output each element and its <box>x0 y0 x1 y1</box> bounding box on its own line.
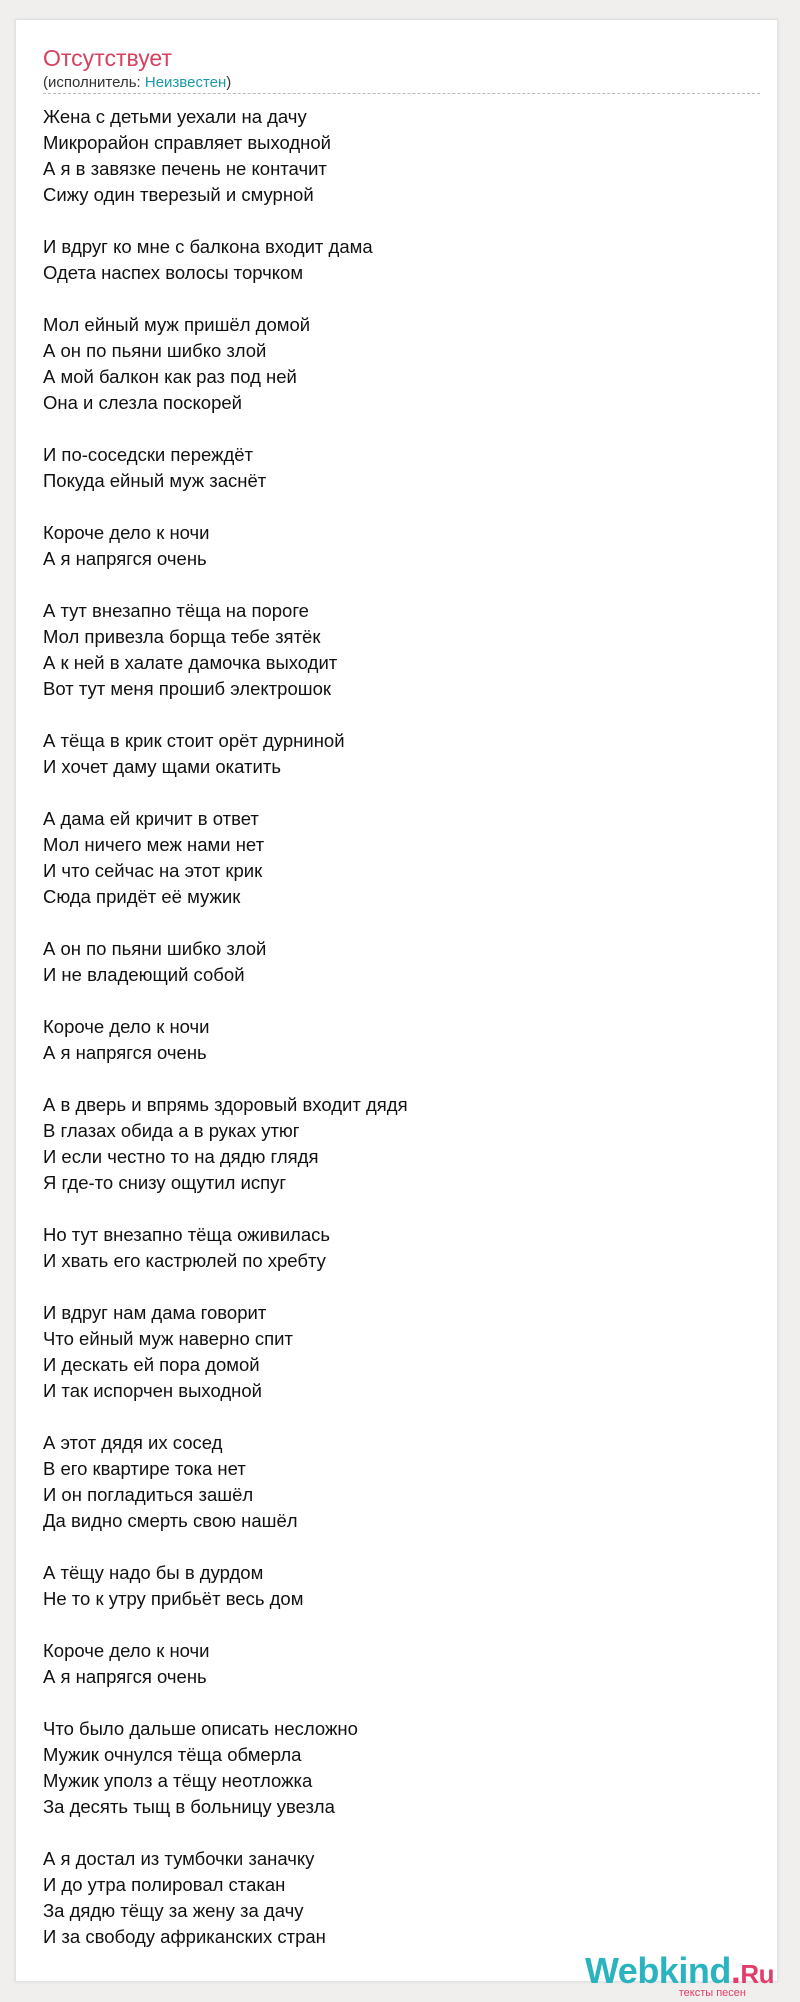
lyrics-line: А я напрягся очень <box>43 548 207 569</box>
lyrics-line: Да видно смерть свою нашёл <box>43 1510 298 1531</box>
lyrics-line: Покуда ейный муж заснёт <box>43 470 267 491</box>
webkind-logo[interactable] <box>584 1952 774 1998</box>
logo-tld: Ru <box>740 1959 774 1989</box>
lyrics-line: Короче дело к ночи <box>43 522 210 543</box>
lyrics-stanza <box>43 728 408 780</box>
lyrics-line: А тёща в крик стоит орёт дурниной <box>43 730 345 751</box>
lyrics-line: А я напрягся очень <box>43 1666 207 1687</box>
lyrics-line: А мой балкон как раз под ней <box>43 366 297 387</box>
artist-line <box>43 74 231 92</box>
lyrics-line: Что было дальше описать несложно <box>43 1718 358 1739</box>
lyrics-card <box>15 19 778 1999</box>
lyrics-line: Мужик очнулся тёща обмерла <box>43 1744 302 1765</box>
logo-name: Webkind <box>584 1950 731 1991</box>
lyrics-line: Короче дело к ночи <box>43 1016 210 1037</box>
lyrics-line: И до утра полировал стакан <box>43 1874 286 1895</box>
lyrics-line: И если честно то на дядю глядя <box>43 1146 319 1167</box>
lyrics-stanza <box>43 1638 408 1690</box>
lyrics-line: Что ейный муж наверно спит <box>43 1328 293 1349</box>
lyrics-line: Но тут внезапно тёща оживилась <box>43 1224 331 1245</box>
lyrics-line: И за свободу африканских стран <box>43 1926 326 1947</box>
lyrics-line: И он погладиться зашёл <box>43 1484 254 1505</box>
lyrics-line: А тут внезапно тёща на пороге <box>43 600 309 621</box>
lyrics-stanza <box>43 1222 408 1274</box>
lyrics-line: За дядю тёщу за жену за дачу <box>43 1900 304 1921</box>
lyrics-line: И вдруг нам дама говорит <box>43 1302 267 1323</box>
lyrics-stanza <box>43 1716 408 1820</box>
lyrics-line: Я где-то снизу ощутил испуг <box>43 1172 287 1193</box>
lyrics-line: А он по пьяни шибко злой <box>43 340 267 361</box>
lyrics-line: А я в завязке печень не контачит <box>43 158 327 179</box>
artist-suffix: ) <box>226 74 232 91</box>
artist-link[interactable]: Неизвестен <box>144 74 227 91</box>
lyrics-line: Жена с детьми уехали на дачу <box>43 106 307 127</box>
artist-prefix: (исполнитель: <box>43 74 145 91</box>
lyrics-line: Мол ничего меж нами нет <box>43 834 265 855</box>
lyrics-stanza <box>43 1014 408 1066</box>
lyrics-line: Мол привезла борща тебе зятёк <box>43 626 321 647</box>
song-title: Отсутствует <box>43 45 172 71</box>
lyrics-line: И так испорчен выходной <box>43 1380 262 1401</box>
lyrics-stanza <box>43 312 408 416</box>
lyrics-line: А этот дядя их сосед <box>43 1432 223 1453</box>
lyrics-line: И хвать его кастрюлей по хребту <box>43 1250 326 1271</box>
lyrics-line: А я достал из тумбочки заначку <box>43 1848 315 1869</box>
lyrics-stanza <box>43 520 408 572</box>
lyrics-stanza <box>43 234 408 286</box>
lyrics-line: И вдруг ко мне с балкона входит дама <box>43 236 373 257</box>
lyrics-line: А я напрягся очень <box>43 1042 207 1063</box>
lyrics-line: Одета наспех волосы торчком <box>43 262 304 283</box>
lyrics-line: А к ней в халате дамочка выходит <box>43 652 338 673</box>
lyrics-line: А дама ей кричит в ответ <box>43 808 259 829</box>
logo-tagline: тексты песен <box>678 1987 746 1999</box>
lyrics-line: А тёщу надо бы в дурдом <box>43 1562 264 1583</box>
lyrics-stanza <box>43 104 408 208</box>
lyrics-line: Короче дело к ночи <box>43 1640 210 1661</box>
lyrics-line: И дескать ей пора домой <box>43 1354 260 1375</box>
lyrics-line: В его квартире тока нет <box>43 1458 246 1479</box>
title-divider <box>43 93 760 94</box>
lyrics-line: И что сейчас на этот крик <box>43 860 263 881</box>
lyrics-line: Она и слезла поскорей <box>43 392 242 413</box>
lyrics-stanza <box>43 1092 408 1196</box>
logo-dot: . <box>730 1950 741 1991</box>
lyrics-line: Мол ейный муж пришёл домой <box>43 314 311 335</box>
lyrics-stanza <box>43 442 408 494</box>
lyrics-line: Не то к утру прибьёт весь дом <box>43 1588 304 1609</box>
lyrics-stanza <box>43 806 408 910</box>
lyrics-line: Сижу один тверезый и смурной <box>43 184 314 205</box>
lyrics-line: Микрорайон справляет выходной <box>43 132 332 153</box>
lyrics-line: Сюда придёт её мужик <box>43 886 241 907</box>
lyrics-stanza <box>43 1560 408 1612</box>
lyrics-line: В глазах обида а в руках утюг <box>43 1120 300 1141</box>
lyrics-text <box>43 104 408 1976</box>
lyrics-stanza <box>43 1846 408 1950</box>
lyrics-stanza <box>43 936 408 988</box>
lyrics-line: А он по пьяни шибко злой <box>43 938 267 959</box>
lyrics-stanza <box>43 1300 408 1404</box>
lyrics-line: И по-соседски переждёт <box>43 444 254 465</box>
lyrics-line: А в дверь и впрямь здоровый входит дядя <box>43 1094 408 1115</box>
lyrics-line: Мужик уполз а тёщу неотложка <box>43 1770 313 1791</box>
lyrics-line: И хочет даму щами окатить <box>43 756 281 777</box>
lyrics-line: И не владеющий собой <box>43 964 245 985</box>
lyrics-line: За десять тыщ в больницу увезла <box>43 1796 335 1817</box>
lyrics-stanza <box>43 598 408 702</box>
lyrics-stanza <box>43 1430 408 1534</box>
lyrics-line: Вот тут меня прошиб электрошок <box>43 678 331 699</box>
